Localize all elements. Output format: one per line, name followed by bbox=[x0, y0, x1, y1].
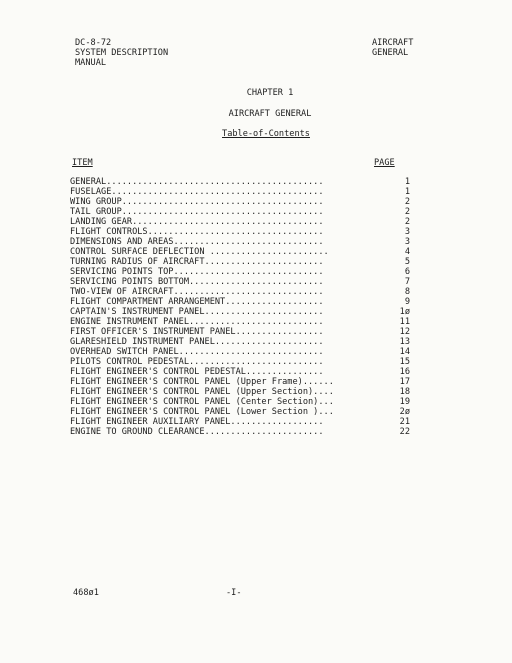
toc-entry-label: GENERAL.......................................... bbox=[70, 177, 324, 187]
toc-entry-label: LANDING GEAR..................................... bbox=[70, 217, 324, 227]
toc-row bbox=[70, 327, 410, 337]
header-left-line: SYSTEM DESCRIPTION bbox=[75, 48, 169, 58]
toc-row bbox=[70, 217, 410, 227]
toc-row bbox=[70, 187, 410, 197]
column-header-page: PAGE bbox=[374, 158, 395, 168]
toc-entry-label: PILOTS CONTROL PEDESTAL.......................... bbox=[70, 357, 324, 367]
toc-entry-label: FLIGHT ENGINEER'S CONTROL PEDESTAL............... bbox=[70, 367, 324, 377]
toc-row bbox=[70, 227, 410, 237]
toc-row bbox=[70, 387, 410, 397]
toc-entry-label: TAIL GROUP....................................... bbox=[70, 207, 324, 217]
toc-row bbox=[70, 337, 410, 347]
toc-entry-page: 6 bbox=[404, 267, 410, 277]
toc-entry-label: WING GROUP....................................... bbox=[70, 197, 324, 207]
toc-entry-page: 2 bbox=[404, 217, 410, 227]
chapter-heading: CHAPTER 1 bbox=[246, 88, 294, 98]
toc-entry-page: 16 bbox=[399, 367, 410, 377]
toc-entry-label: FLIGHT ENGINEER'S CONTROL PANEL (Center Section)... bbox=[70, 397, 334, 407]
toc-row bbox=[70, 197, 410, 207]
header-right-line: AIRCRAFT bbox=[372, 38, 414, 48]
toc-entry-label: FLIGHT ENGINEER'S CONTROL PANEL (Upper Frame)...... bbox=[70, 377, 334, 387]
toc-entry-page: 11 bbox=[399, 317, 410, 327]
toc-row bbox=[70, 277, 410, 287]
toc-entry-page: 1 bbox=[404, 177, 410, 187]
toc-entry-page: 8 bbox=[404, 287, 410, 297]
toc-row bbox=[70, 417, 410, 427]
toc-row bbox=[70, 397, 410, 407]
toc-row bbox=[70, 347, 410, 357]
footer-page-number: -I- bbox=[226, 588, 242, 598]
toc-entry-page: 13 bbox=[399, 337, 410, 347]
toc-entry-page: 22 bbox=[399, 427, 410, 437]
toc-row bbox=[70, 257, 410, 267]
header-left-line: MANUAL bbox=[75, 58, 107, 68]
toc-row bbox=[70, 377, 410, 387]
toc-entry-label: ENGINE INSTRUMENT PANEL.......................... bbox=[70, 317, 324, 327]
toc-entry-page: 1ø bbox=[399, 307, 410, 317]
toc-entry-label: FLIGHT ENGINEER AUXILIARY PANEL.................. bbox=[70, 417, 324, 427]
toc-row bbox=[70, 247, 410, 257]
toc-row bbox=[70, 367, 410, 377]
toc-entry-label: OVERHEAD SWITCH PANEL............................ bbox=[70, 347, 324, 357]
toc-entry-page: 19 bbox=[399, 397, 410, 407]
toc-entry-label: SERVICING POINTS BOTTOM.......................... bbox=[70, 277, 324, 287]
toc-entry-label: CAPTAIN'S INSTRUMENT PANEL....................... bbox=[70, 307, 324, 317]
toc-entry-label: TWO-VIEW OF AIRCRAFT............................. bbox=[70, 287, 324, 297]
toc-entry-label: TURNING RADIUS OF AIRCRAFT....................... bbox=[70, 257, 324, 267]
toc-entry-page: 2ø bbox=[399, 407, 410, 417]
toc-entry-label: CONTROL SURFACE DEFLECTION ....................... bbox=[70, 247, 329, 257]
toc-entry-label: FLIGHT COMPARTMENT ARRANGEMENT................... bbox=[70, 297, 324, 307]
section-title: AIRCRAFT GENERAL bbox=[228, 109, 312, 119]
toc-entry-label: ENGINE TO GROUND CLEARANCE....................... bbox=[70, 427, 324, 437]
toc-entry-page: 7 bbox=[404, 277, 410, 287]
toc-entry-label: SERVICING POINTS TOP............................. bbox=[70, 267, 324, 277]
toc-list bbox=[70, 177, 410, 437]
toc-row bbox=[70, 427, 410, 437]
toc-entry-page: 3 bbox=[404, 227, 410, 237]
toc-entry-page: 2 bbox=[404, 197, 410, 207]
toc-entry-page: 14 bbox=[399, 347, 410, 357]
toc-entry-page: 4 bbox=[404, 247, 410, 257]
toc-entry-page: 17 bbox=[399, 377, 410, 387]
header-left-line: DC-8-72 bbox=[75, 38, 112, 48]
toc-entry-page: 9 bbox=[404, 297, 410, 307]
toc-row bbox=[70, 357, 410, 367]
header-section-id bbox=[372, 38, 413, 58]
toc-entry-label: FLIGHT ENGINEER'S CONTROL PANEL (Upper Section).... bbox=[70, 387, 334, 397]
toc-entry-label: DIMENSIONS AND AREAS............................. bbox=[70, 237, 324, 247]
toc-row bbox=[70, 267, 410, 277]
toc-entry-label: FLIGHT CONTROLS.................................. bbox=[70, 227, 324, 237]
toc-entry-page: 5 bbox=[404, 257, 410, 267]
toc-entry-label: FIRST OFFICER'S INSTRUMENT PANEL................. bbox=[70, 327, 324, 337]
toc-entry-label: FLIGHT ENGINEER'S CONTROL PANEL (Lower Section )... bbox=[70, 407, 334, 417]
toc-row bbox=[70, 287, 410, 297]
header-right-line: GENERAL bbox=[372, 48, 409, 58]
toc-row bbox=[70, 317, 410, 327]
toc-title bbox=[10, 129, 512, 139]
toc-entry-page: 15 bbox=[399, 357, 410, 367]
toc-entry-page: 2 bbox=[404, 207, 410, 217]
toc-title-text: Table-of-Contents bbox=[222, 129, 310, 139]
header-document-id bbox=[75, 38, 168, 68]
toc-entry-page: 1 bbox=[404, 187, 410, 197]
toc-entry-label: GLARESHIELD INSTRUMENT PANEL..................... bbox=[70, 337, 324, 347]
toc-row bbox=[70, 237, 410, 247]
toc-entry-page: 18 bbox=[399, 387, 410, 397]
toc-entry-label: FUSELAGE......................................... bbox=[70, 187, 324, 197]
toc-row bbox=[70, 207, 410, 217]
footer-document-number: 468ø1 bbox=[73, 588, 99, 598]
column-header-item: ITEM bbox=[72, 158, 93, 168]
toc-row bbox=[70, 177, 410, 187]
toc-entry-page: 21 bbox=[399, 417, 410, 427]
toc-row bbox=[70, 407, 410, 417]
toc-row bbox=[70, 297, 410, 307]
toc-row bbox=[70, 307, 410, 317]
toc-entry-page: 3 bbox=[404, 237, 410, 247]
toc-entry-page: 12 bbox=[399, 327, 410, 337]
